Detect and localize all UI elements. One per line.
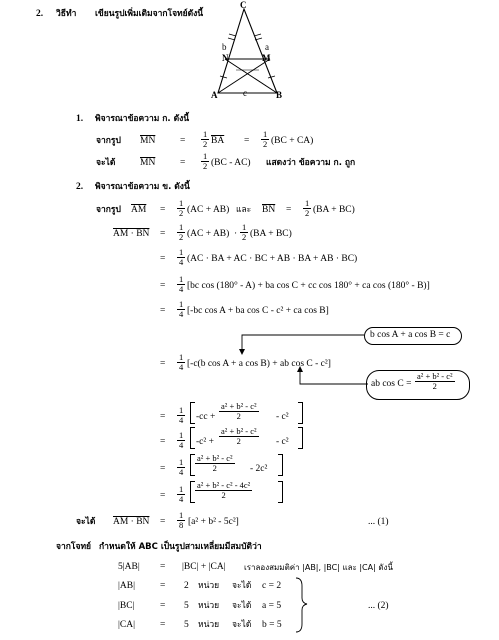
p3-l1-eq: = <box>160 562 166 572</box>
p2-l1-expr2: (BA + BC) <box>313 205 355 215</box>
p1-l1-t1: $\overline{BA}$ <box>211 136 225 146</box>
p2-l7-pre: -cc + <box>196 412 216 422</box>
p3-row1-unit: หน่วย <box>198 581 220 591</box>
p1-l2-coef: 1 2 <box>203 151 208 171</box>
p2-l1-lhs2: $\overline{BN}$ <box>262 205 276 215</box>
p3-intro: กำหนดให้ ABC เป็นรูปสามเหลี่ยมมีสมบัติว่า <box>99 542 262 552</box>
part2-number: 2. <box>76 182 84 192</box>
p3-row3-unit: หน่วย <box>198 620 220 630</box>
equation-tag-2: ... (2) <box>368 601 389 611</box>
p2-l7-post: - c² <box>276 412 289 422</box>
p2-l2-coef: 1 2 <box>179 222 184 242</box>
p3-row2-val: 5 <box>184 601 189 611</box>
p2-l2-eq: = <box>160 229 166 239</box>
p3-row1-val: 2 <box>184 581 189 591</box>
p2-l4-eq: = <box>160 281 166 291</box>
p2-l8-eq: = <box>160 437 166 447</box>
part2-title: พิจารณาข้อความ ข. ดังนี้ <box>95 182 190 192</box>
p2-l7-coef: 1 4 <box>179 405 184 425</box>
p3-row2-lhs: |BC| <box>118 601 135 611</box>
p2-l2-coef2: 1 2 <box>242 222 247 242</box>
p1-l1-prefix: จากรูป <box>96 136 121 146</box>
p3-row2-eq: = <box>160 601 166 611</box>
p2-l6-expr: [-c(b cos A + a cos B) + ab cos C - c²] <box>187 359 331 369</box>
p3-row1-get: จะได้ <box>232 581 252 591</box>
p3-row3-lhs: |CA| <box>118 620 136 630</box>
p2-l8-post: - c² <box>276 437 289 447</box>
p3-l1-rhs: |BC| + |CA| <box>182 562 226 572</box>
p2-l9-post: - 2c² <box>250 464 268 474</box>
side-a-label: a <box>265 42 269 52</box>
p1-l2-eq: = <box>180 158 186 168</box>
p1-l2-lhs: $\overline{MN}$ <box>140 158 156 168</box>
p3-row3-res: b = 5 <box>262 620 282 630</box>
p2-l9-coef: 1 4 <box>179 457 184 477</box>
p1-l2-t1: (BC - AC) <box>211 158 251 168</box>
p2-l11-coef: 1 8 <box>179 510 184 530</box>
p2-l1-and: และ <box>236 205 252 215</box>
identity-box-2-frac: a² + b² - c² 2 <box>417 371 453 391</box>
p3-row3-val: 5 <box>184 620 189 630</box>
p3-row1-lhs: |AB| <box>118 581 136 591</box>
part1-number: 1. <box>76 114 84 124</box>
vertex-c-label: C <box>240 0 247 10</box>
p2-l4-expr: [bc cos (180° - A) + ba cos C + cc cos 180° + ca cos (180° - B)] <box>187 281 430 291</box>
p2-l9-frac: a² + b² - c² 2 <box>197 453 233 473</box>
p1-l1-coef2: 1 2 <box>263 129 268 149</box>
point-m-label: M <box>262 53 271 63</box>
p3-row3-eq: = <box>160 620 166 630</box>
p2-l5-eq: = <box>160 306 166 316</box>
p2-l1-prefix: จากรูป <box>96 205 121 215</box>
vertex-a-label: A <box>211 90 218 100</box>
problem-number: 2. <box>36 9 44 19</box>
p2-l9-eq: = <box>160 464 166 474</box>
p2-l3-eq: = <box>160 254 166 264</box>
p2-l4-coef: 1 4 <box>179 274 184 294</box>
p1-l1-t2: (BC + CA) <box>271 136 314 146</box>
p2-l5-coef: 1 4 <box>179 299 184 319</box>
p3-intro-prefix: จากโจทย์ <box>56 542 92 552</box>
part1-title: พิจารณาข้อความ ก. ดังนี้ <box>95 114 190 124</box>
p2-l11-lhs: AM · BN <box>113 517 150 527</box>
p2-l10-coef: 1 4 <box>179 484 184 504</box>
p2-l6-eq: = <box>160 359 166 369</box>
identity-box-1-text: b cos A + a cos B = c <box>370 330 451 340</box>
instruction-text: เขียนรูปเพิ่มเติมจากโจทย์ดังนี้ <box>95 9 204 19</box>
method-label: วิธีทำ <box>56 9 77 19</box>
side-c-label: c <box>243 88 247 98</box>
p3-row1-res: c = 2 <box>262 581 282 591</box>
p1-l2-prefix: จะได้ <box>96 158 116 168</box>
p2-l3-expr: (AC · BA + AC · BC + AB · BA + AB · BC) <box>187 254 358 264</box>
p2-l6-coef: 1 4 <box>179 352 184 372</box>
identity-box-2-lhs: ab cos C = <box>371 379 412 389</box>
p2-l11-eq: = <box>160 517 166 527</box>
p3-row2-res: a = 5 <box>262 601 282 611</box>
p2-l1-coef2: 1 2 <box>305 198 310 218</box>
p3-l1-note: เราลองสมมติค่า |AB|, |BC| และ |CA| ดังนี้ <box>244 563 393 572</box>
p1-l1-coef: 1 2 <box>203 129 208 149</box>
p2-l10-eq: = <box>160 491 166 501</box>
p2-l1-expr: (AC + AB) <box>187 205 230 215</box>
p2-l1-coef: 1 2 <box>179 198 184 218</box>
p2-l1-lhs: $\overline{AM}$ <box>131 205 147 215</box>
p2-l7-frac: a² + b² - c² 2 <box>221 401 257 421</box>
p1-l1-eq: = <box>180 136 186 146</box>
p2-l2-expr2: (BA + BC) <box>250 229 292 239</box>
p2-l2-expr: (AC + AB) <box>187 229 230 239</box>
p3-row2-get: จะได้ <box>232 601 252 611</box>
p2-l5-expr: [-bc cos A + ba cos C - c² + ca cos B] <box>187 306 329 316</box>
p1-l1-eq2: = <box>244 136 250 146</box>
side-b-label: b <box>222 42 227 52</box>
p3-row2-unit: หน่วย <box>198 601 220 611</box>
p3-row3-get: จะได้ <box>232 620 252 630</box>
p2-l8-pre: -c² + <box>196 437 214 447</box>
p3-l1-lhs: 5|AB| <box>118 562 140 572</box>
p2-l11-expr: [a² + b² - 5c²] <box>188 517 239 527</box>
vertex-b-label: B <box>276 90 283 100</box>
p2-l7-eq: = <box>160 412 166 422</box>
equation-tag-1: ... (1) <box>368 517 389 527</box>
p2-l8-frac: a² + b² - c² 2 <box>221 426 257 446</box>
p2-l10-frac: a² + b² - c² - 4c² 2 <box>197 480 251 500</box>
p3-row1-eq: = <box>160 581 166 591</box>
point-n-label: N <box>222 53 229 63</box>
p1-l2-note: แสดงว่า ข้อความ ก. ถูก <box>266 158 356 168</box>
p1-l1-lhs: $\overline{MN}$ <box>140 136 156 146</box>
p2-l8-coef: 1 4 <box>179 430 184 450</box>
p2-l3-coef: 1 4 <box>179 247 184 267</box>
p2-l2-dot: · <box>234 229 238 239</box>
p2-l1-eq2: = <box>286 205 292 215</box>
p2-l11-prefix: จะได้ <box>76 517 96 527</box>
p2-l1-eq: = <box>160 205 166 215</box>
p2-l2-lhs: AM · BN <box>113 229 150 239</box>
